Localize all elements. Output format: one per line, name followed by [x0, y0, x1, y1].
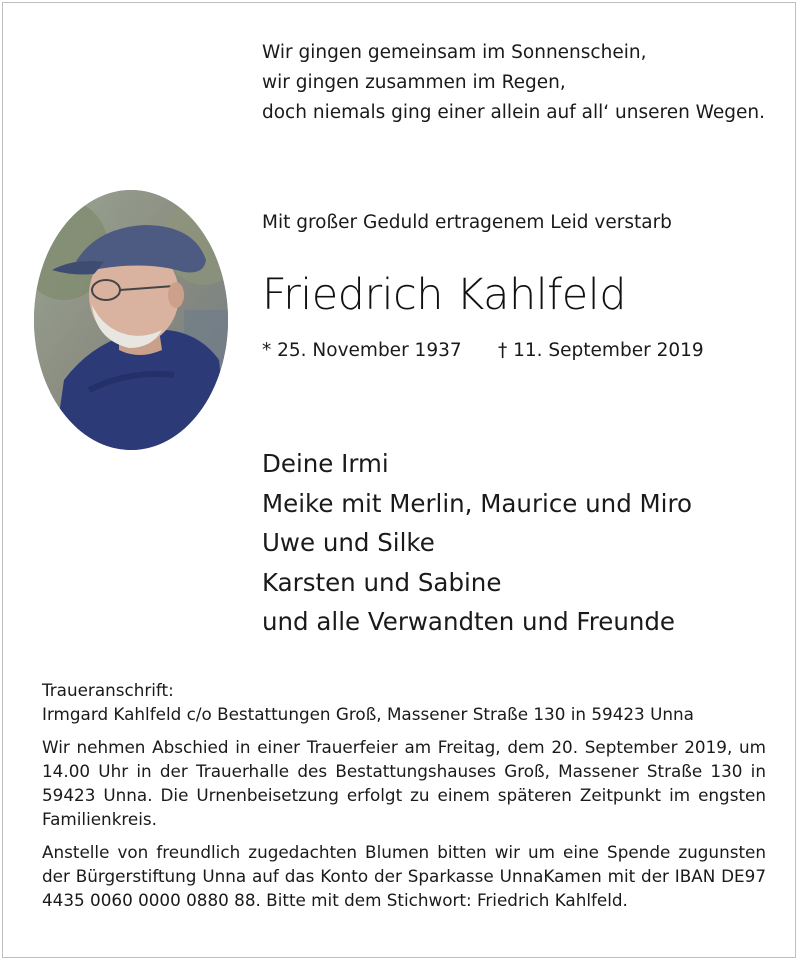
portrait-illustration [34, 190, 228, 450]
deceased-name: Friedrich Kahlfeld [262, 270, 626, 320]
life-dates [262, 340, 704, 361]
mourner: Uwe und Silke [262, 528, 435, 557]
poem-line: wir gingen zusammen im Regen, [262, 72, 566, 93]
mourner: Meike mit Merlin, Maurice und Miro [262, 488, 693, 518]
mourner: und alle Verwandten und Freunde [262, 607, 676, 636]
poem-line: doch niemals ging einer allein auf all‘ unseren Wegen. [262, 102, 766, 123]
mourners-list [262, 444, 692, 642]
mourner: Karsten und Sabine [262, 567, 502, 597]
donation-text: Anstelle von freundlich zugedachten Blumen bitten wir um eine Spende zugunsten der Bürgerstiftung Unna auf das Konto der Sparkasse UnnaKamen mit der IBAN DE97 4435 0060 0000 0880 88. Bitte mit dem Stichwort: Friedrich Kahlfeld. [42, 842, 766, 910]
details-section [42, 678, 766, 912]
address-label: Traueranschrift: [42, 680, 174, 700]
mourner: Deine Irmi [262, 449, 389, 478]
death-date: † 11. September 2019 [498, 340, 704, 361]
poem [262, 38, 765, 128]
intro-text: Mit großer Geduld ertragenem Leid verstarb [262, 212, 672, 233]
address: Irmgard Kahlfeld c/o Bestattungen Groß, Massener Straße 130 in 59423 Unna [42, 704, 694, 724]
birth-date: * 25. November 1937 [262, 340, 462, 361]
portrait-photo [34, 190, 228, 450]
ceremony-text: Wir nehmen Abschied in einer Trauerfeier am Freitag, dem 20. September 2019, um 14.00 Uhr in der Trauerhalle des Bestattungshauses Groß, Massener Straße 130 in 59423 Unna. Die Urnenbeisetzung erfolgt zu einem späteren Zeitpunkt im engsten Familienkreis. [42, 737, 766, 829]
poem-line: Wir gingen gemeinsam im Sonnenschein, [262, 42, 647, 63]
